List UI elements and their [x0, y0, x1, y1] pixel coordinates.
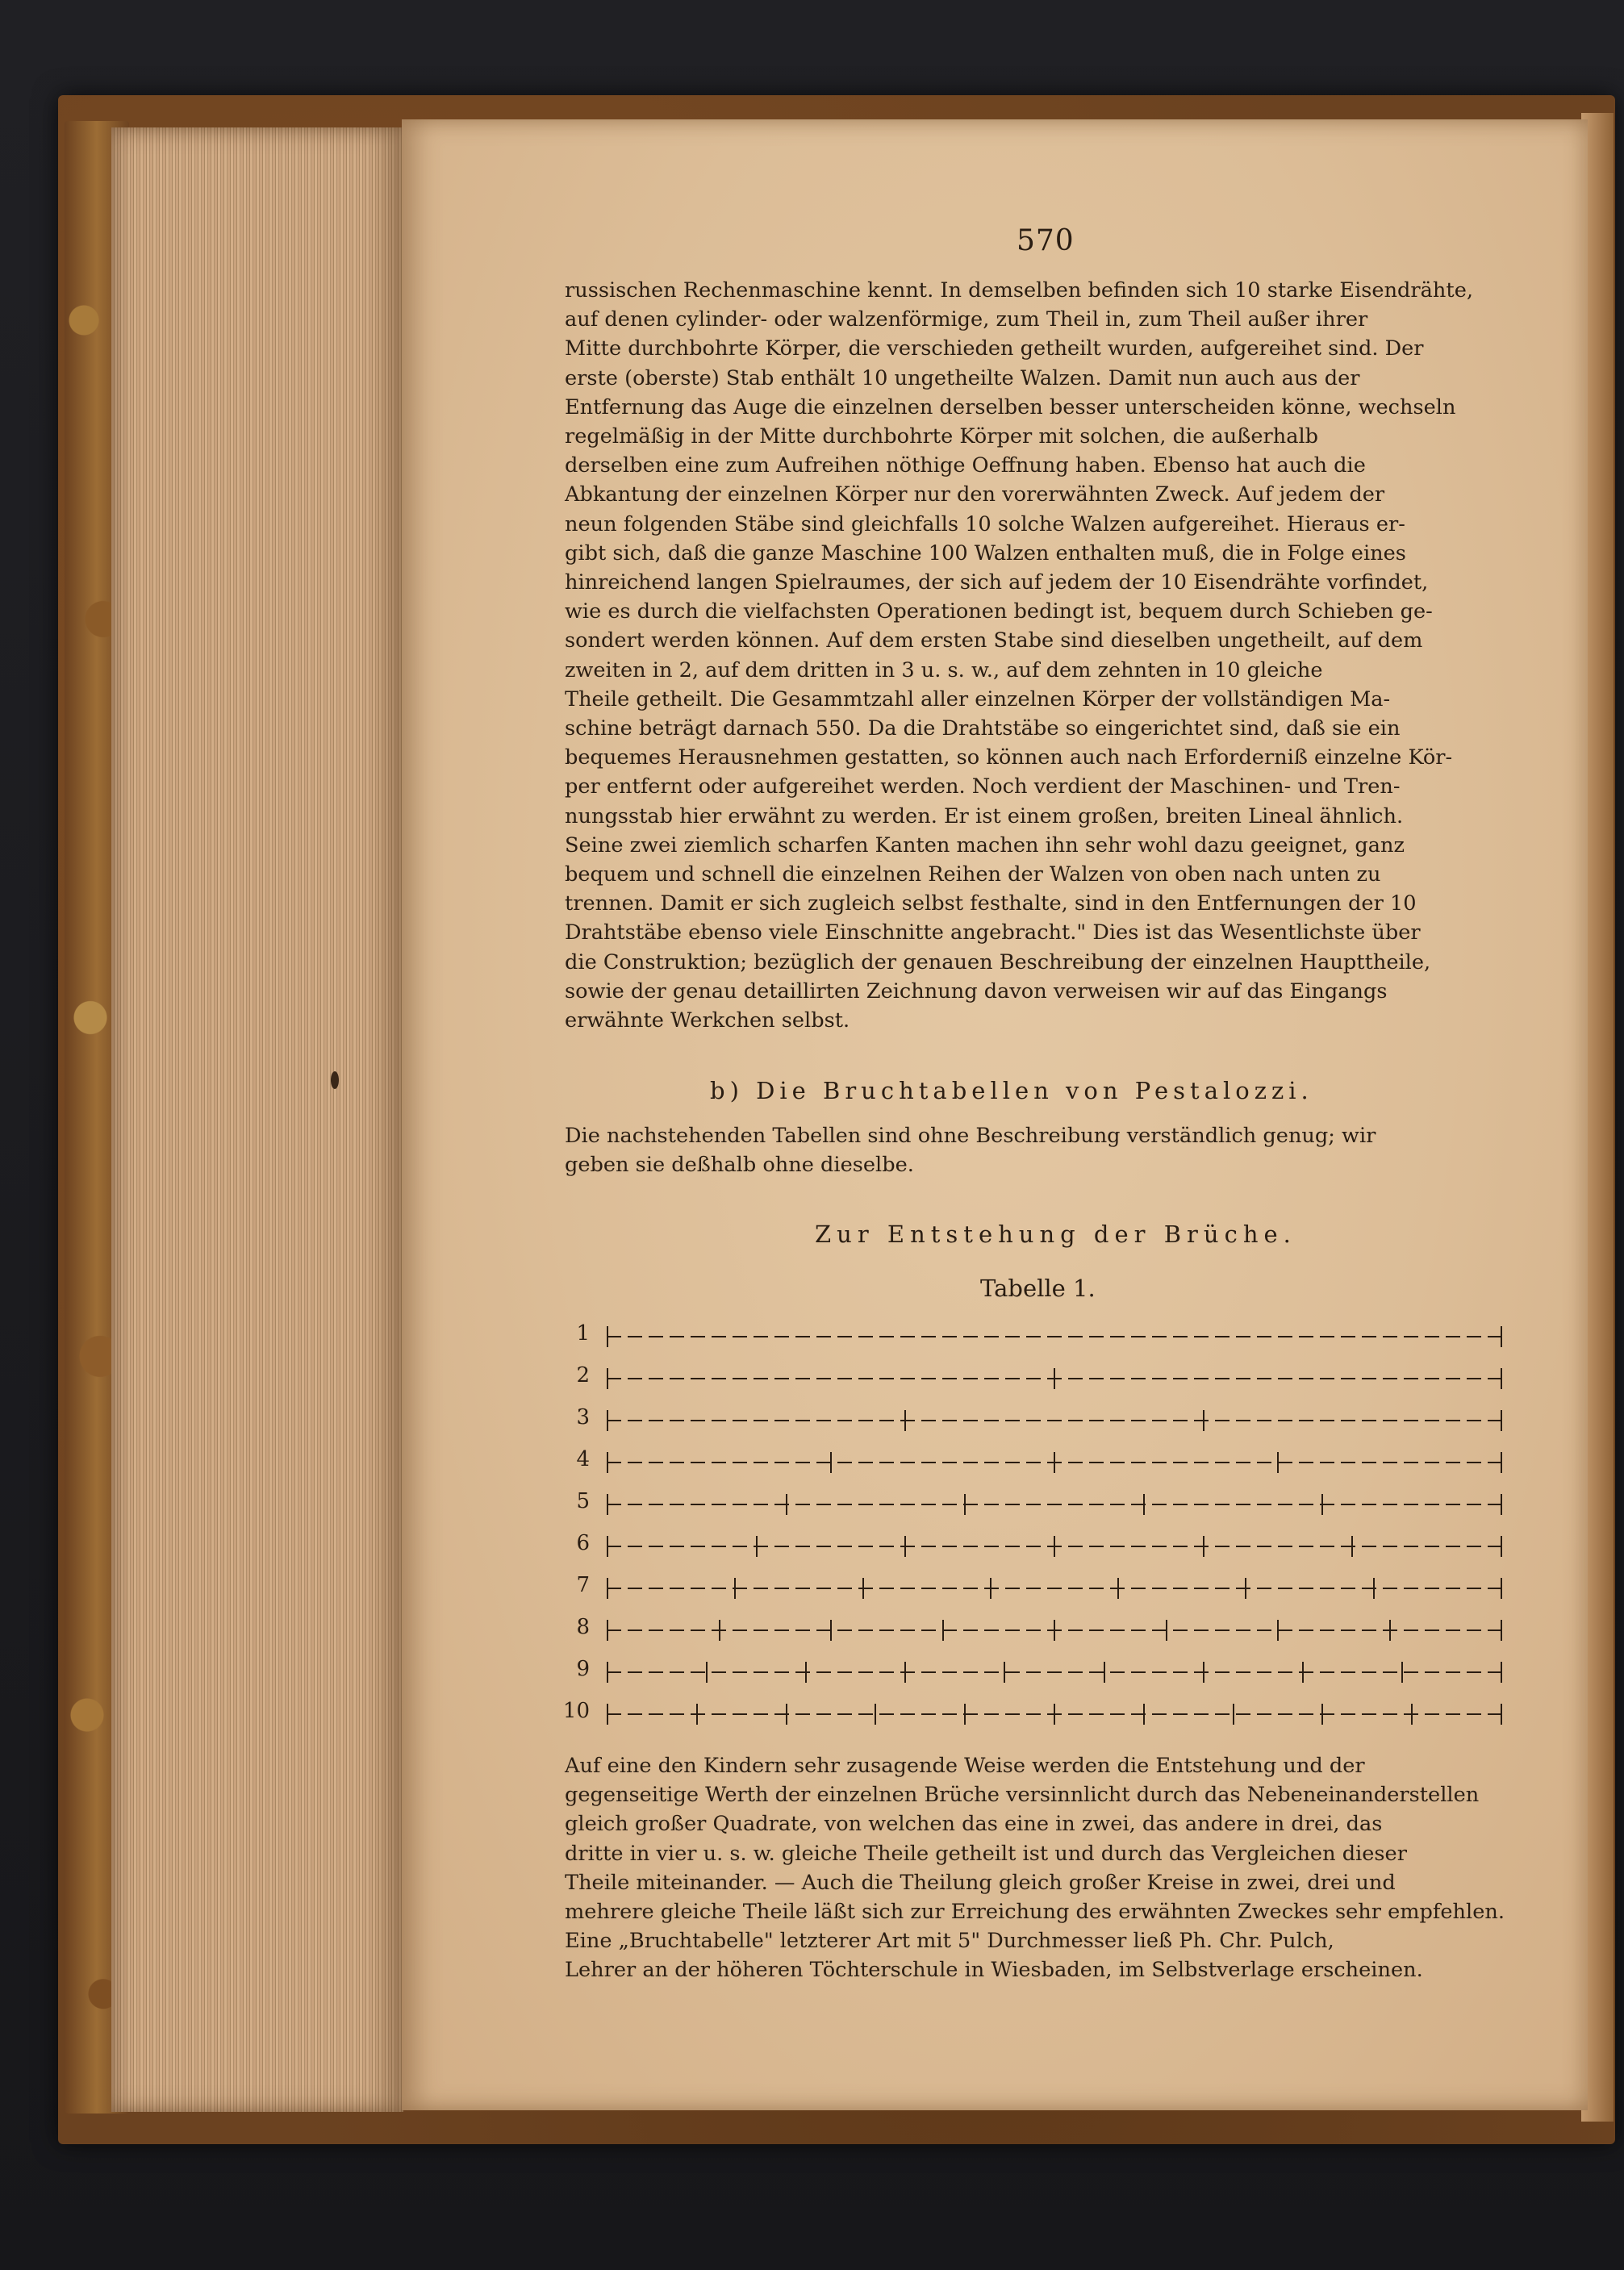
dashed-line — [607, 1504, 1501, 1505]
division-tick — [805, 1662, 807, 1683]
division-tick — [1501, 1536, 1502, 1557]
fraction-row-bar — [607, 1713, 1501, 1715]
table-row-label: 10 — [562, 1699, 590, 1723]
division-tick — [862, 1578, 864, 1599]
division-tick — [607, 1368, 608, 1389]
division-tick — [1501, 1410, 1502, 1431]
table-caption: Tabelle 1. — [980, 1275, 1096, 1302]
division-tick — [734, 1578, 736, 1599]
division-tick — [1501, 1452, 1502, 1473]
division-tick — [904, 1662, 906, 1683]
division-tick — [756, 1536, 758, 1557]
fraction-row-bar — [607, 1336, 1501, 1337]
dashed-line — [607, 1420, 1501, 1421]
fraction-row-bar — [607, 1546, 1501, 1547]
page-stack-edges — [111, 127, 403, 2112]
division-tick — [1054, 1452, 1055, 1473]
table-row-label: 1 — [576, 1321, 590, 1346]
fraction-row-bar — [607, 1378, 1501, 1379]
division-tick — [607, 1578, 608, 1599]
division-tick — [719, 1620, 720, 1641]
table-row-label: 4 — [576, 1447, 590, 1471]
division-tick — [1233, 1704, 1234, 1725]
division-tick — [607, 1326, 608, 1347]
stain-mark — [331, 1071, 339, 1089]
division-tick — [1203, 1536, 1204, 1557]
division-tick — [1389, 1620, 1391, 1641]
division-tick — [607, 1452, 608, 1473]
division-tick — [1373, 1578, 1375, 1599]
division-tick — [1054, 1536, 1055, 1557]
division-tick — [1054, 1704, 1055, 1725]
division-tick — [607, 1494, 608, 1515]
fraction-row-bar — [607, 1588, 1501, 1589]
table-row-label: 2 — [576, 1363, 590, 1387]
body-paragraph-2: Die nachstehenden Tabellen sind ohne Beschreibung verständlich genug; wir geben sie deßhalb ohne dieselbe. — [565, 1124, 1376, 1178]
division-tick — [1351, 1536, 1353, 1557]
dashed-line — [607, 1588, 1501, 1589]
fraction-row-bar — [607, 1462, 1501, 1463]
division-tick — [1302, 1662, 1304, 1683]
division-tick — [1321, 1494, 1323, 1515]
division-tick — [990, 1578, 992, 1599]
division-tick — [1411, 1704, 1413, 1725]
fraction-row-bar — [607, 1504, 1501, 1505]
division-tick — [1054, 1368, 1055, 1389]
fraction-row-bar — [607, 1629, 1501, 1631]
table-row-label: 6 — [576, 1531, 590, 1555]
division-tick — [1501, 1704, 1502, 1725]
table-title: Zur Entstehung der Brüche. — [815, 1221, 1296, 1248]
division-tick — [696, 1704, 698, 1725]
page-number: 570 — [1017, 224, 1075, 257]
division-tick — [1054, 1620, 1055, 1641]
division-tick — [1245, 1578, 1246, 1599]
body-paragraph-1: russischen Rechenmaschine kennt. In demselben befinden sich 10 starke Eisendrähte, auf denen cylinder- oder walzenförmige, zum Theil in, zum Theil außer ihrer Mitte durchbohrte Körper, die verschieden getheilt wurden, aufgereihet sind. Der erste (oberste) Stab enthält 10 ungetheilte Walzen. Damit nun auch aus der Entfernung das Auge die einzelnen derselben besser unterscheiden könne, wechseln regelmäßig in der Mitte durchbohrte Körper mit solchen, die außerhalb derselben eine zum Aufreihen nöthige Oeffnung haben. Ebenso hat auch die Abkantung der einzelnen Körper nur den vorerwähnten Zweck. Auf jedem der neun folgenden Stäbe sind gleichfalls 10 solche Walzen aufgereihet. Hieraus er- gibt sich, daß die ganze Maschine 100 Walzen enthalten muß, die in Folge eines hinreichend langen Spielraumes, der sich auf jedem der 10 Eisendrähte vorfindet, wie es durch die vielfachsten Operationen bedingt ist, bequem durch Schieben ge- sondert werden können. Auf dem ersten Stabe sind dieselben ungetheilt, auf dem zweiten in 2, auf dem dritten in 3 u. s. w., auf dem zehnten in 10 gleiche Theile getheilt. Die Gesammtzahl aller einzelnen Körper der vollständigen Ma- schine beträgt darnach 550. Da die Drahtstäbe so eingerichtet sind, daß sie ein bequemes Herausnehmen gestatten, so können auch nach Erforderniß einzelne Kör- per entfernt oder aufgereihet werden. Noch verdient der Maschinen- und Tren- nungsstab hier erwähnt zu werden. Er ist einem großen, breiten Lineal ähnlich. Seine zwei ziemlich scharfen Kanten machen ihn sehr wohl dazu geeignet, ganz bequem und schnell die einzelnen Reihen der Walzen von oben nach unten zu trennen. Damit er sich zugleich selbst festhalte, sind in den Entfernungen der 10 Drahtstäbe ebenso viele Einschnitte angebracht." Dies ist das Wesentlichste über die Construktion; bezüglich der genauen Beschreibung der einzelnen Haupttheile, sowie der genau detaillirten Zeichnung davon verweisen wir auf das Eingangs erwähnte Werkchen selbst. — [565, 278, 1473, 1033]
division-tick — [1501, 1578, 1502, 1599]
body-paragraph-3: Auf eine den Kindern sehr zusagende Weise werden die Entstehung und der gegenseitige Werth der einzelnen Brüche versinnlicht durch das Nebeneinanderstellen gleich großer Quadrate, von welchen das eine in zwei, das andere in drei, das dritte in vier u. s. w. gleiche Theile getheilt ist und durch das Vergleichen dieser Theile miteinander. — Auch die Theilung gleich großer Kreise in zwei, drei und mehrere gleiche Theile läßt sich zur Erreichung des erwähnten Zweckes sehr empfehlen. Eine „Bruchtabelle" letzterer Art mit 5" Durchmesser ließ Ph. Chr. Pulch, Lehrer an der höheren Töchterschule in Wiesbaden, im Selbstverlage erscheinen. — [565, 1754, 1505, 1983]
division-tick — [904, 1410, 906, 1431]
division-tick — [1501, 1662, 1502, 1683]
division-tick — [964, 1704, 966, 1725]
division-tick — [1401, 1662, 1403, 1683]
division-tick — [706, 1662, 708, 1683]
division-tick — [1143, 1494, 1145, 1515]
table-row-label: 3 — [576, 1405, 590, 1429]
division-tick — [1277, 1452, 1279, 1473]
division-tick — [875, 1704, 876, 1725]
division-tick — [786, 1704, 787, 1725]
division-tick — [1203, 1662, 1204, 1683]
division-tick — [1501, 1620, 1502, 1641]
division-tick — [607, 1536, 608, 1557]
division-tick — [964, 1494, 966, 1515]
dashed-line — [607, 1671, 1501, 1673]
division-tick — [1203, 1410, 1204, 1431]
section-heading: b) Die Bruchtabellen von Pestalozzi. — [710, 1077, 1313, 1104]
table-row-label: 5 — [576, 1489, 590, 1513]
dashed-line — [607, 1336, 1501, 1337]
fraction-row-bar — [607, 1671, 1501, 1673]
table-row-label: 7 — [576, 1573, 590, 1597]
fraction-row-bar — [607, 1420, 1501, 1421]
division-tick — [1166, 1620, 1167, 1641]
division-tick — [607, 1704, 608, 1725]
division-tick — [1143, 1704, 1145, 1725]
division-tick — [607, 1662, 608, 1683]
division-tick — [1277, 1620, 1279, 1641]
division-tick — [1501, 1368, 1502, 1389]
division-tick — [1104, 1662, 1105, 1683]
division-tick — [1321, 1704, 1323, 1725]
table-row-label: 9 — [576, 1657, 590, 1681]
division-tick — [1004, 1662, 1005, 1683]
division-tick — [942, 1620, 944, 1641]
division-tick — [786, 1494, 787, 1515]
division-tick — [830, 1452, 832, 1473]
table-row-label: 8 — [576, 1615, 590, 1639]
division-tick — [607, 1410, 608, 1431]
division-tick — [904, 1536, 906, 1557]
division-tick — [607, 1620, 608, 1641]
division-tick — [1117, 1578, 1119, 1599]
division-tick — [1501, 1494, 1502, 1515]
division-tick — [1501, 1326, 1502, 1347]
division-tick — [830, 1620, 832, 1641]
